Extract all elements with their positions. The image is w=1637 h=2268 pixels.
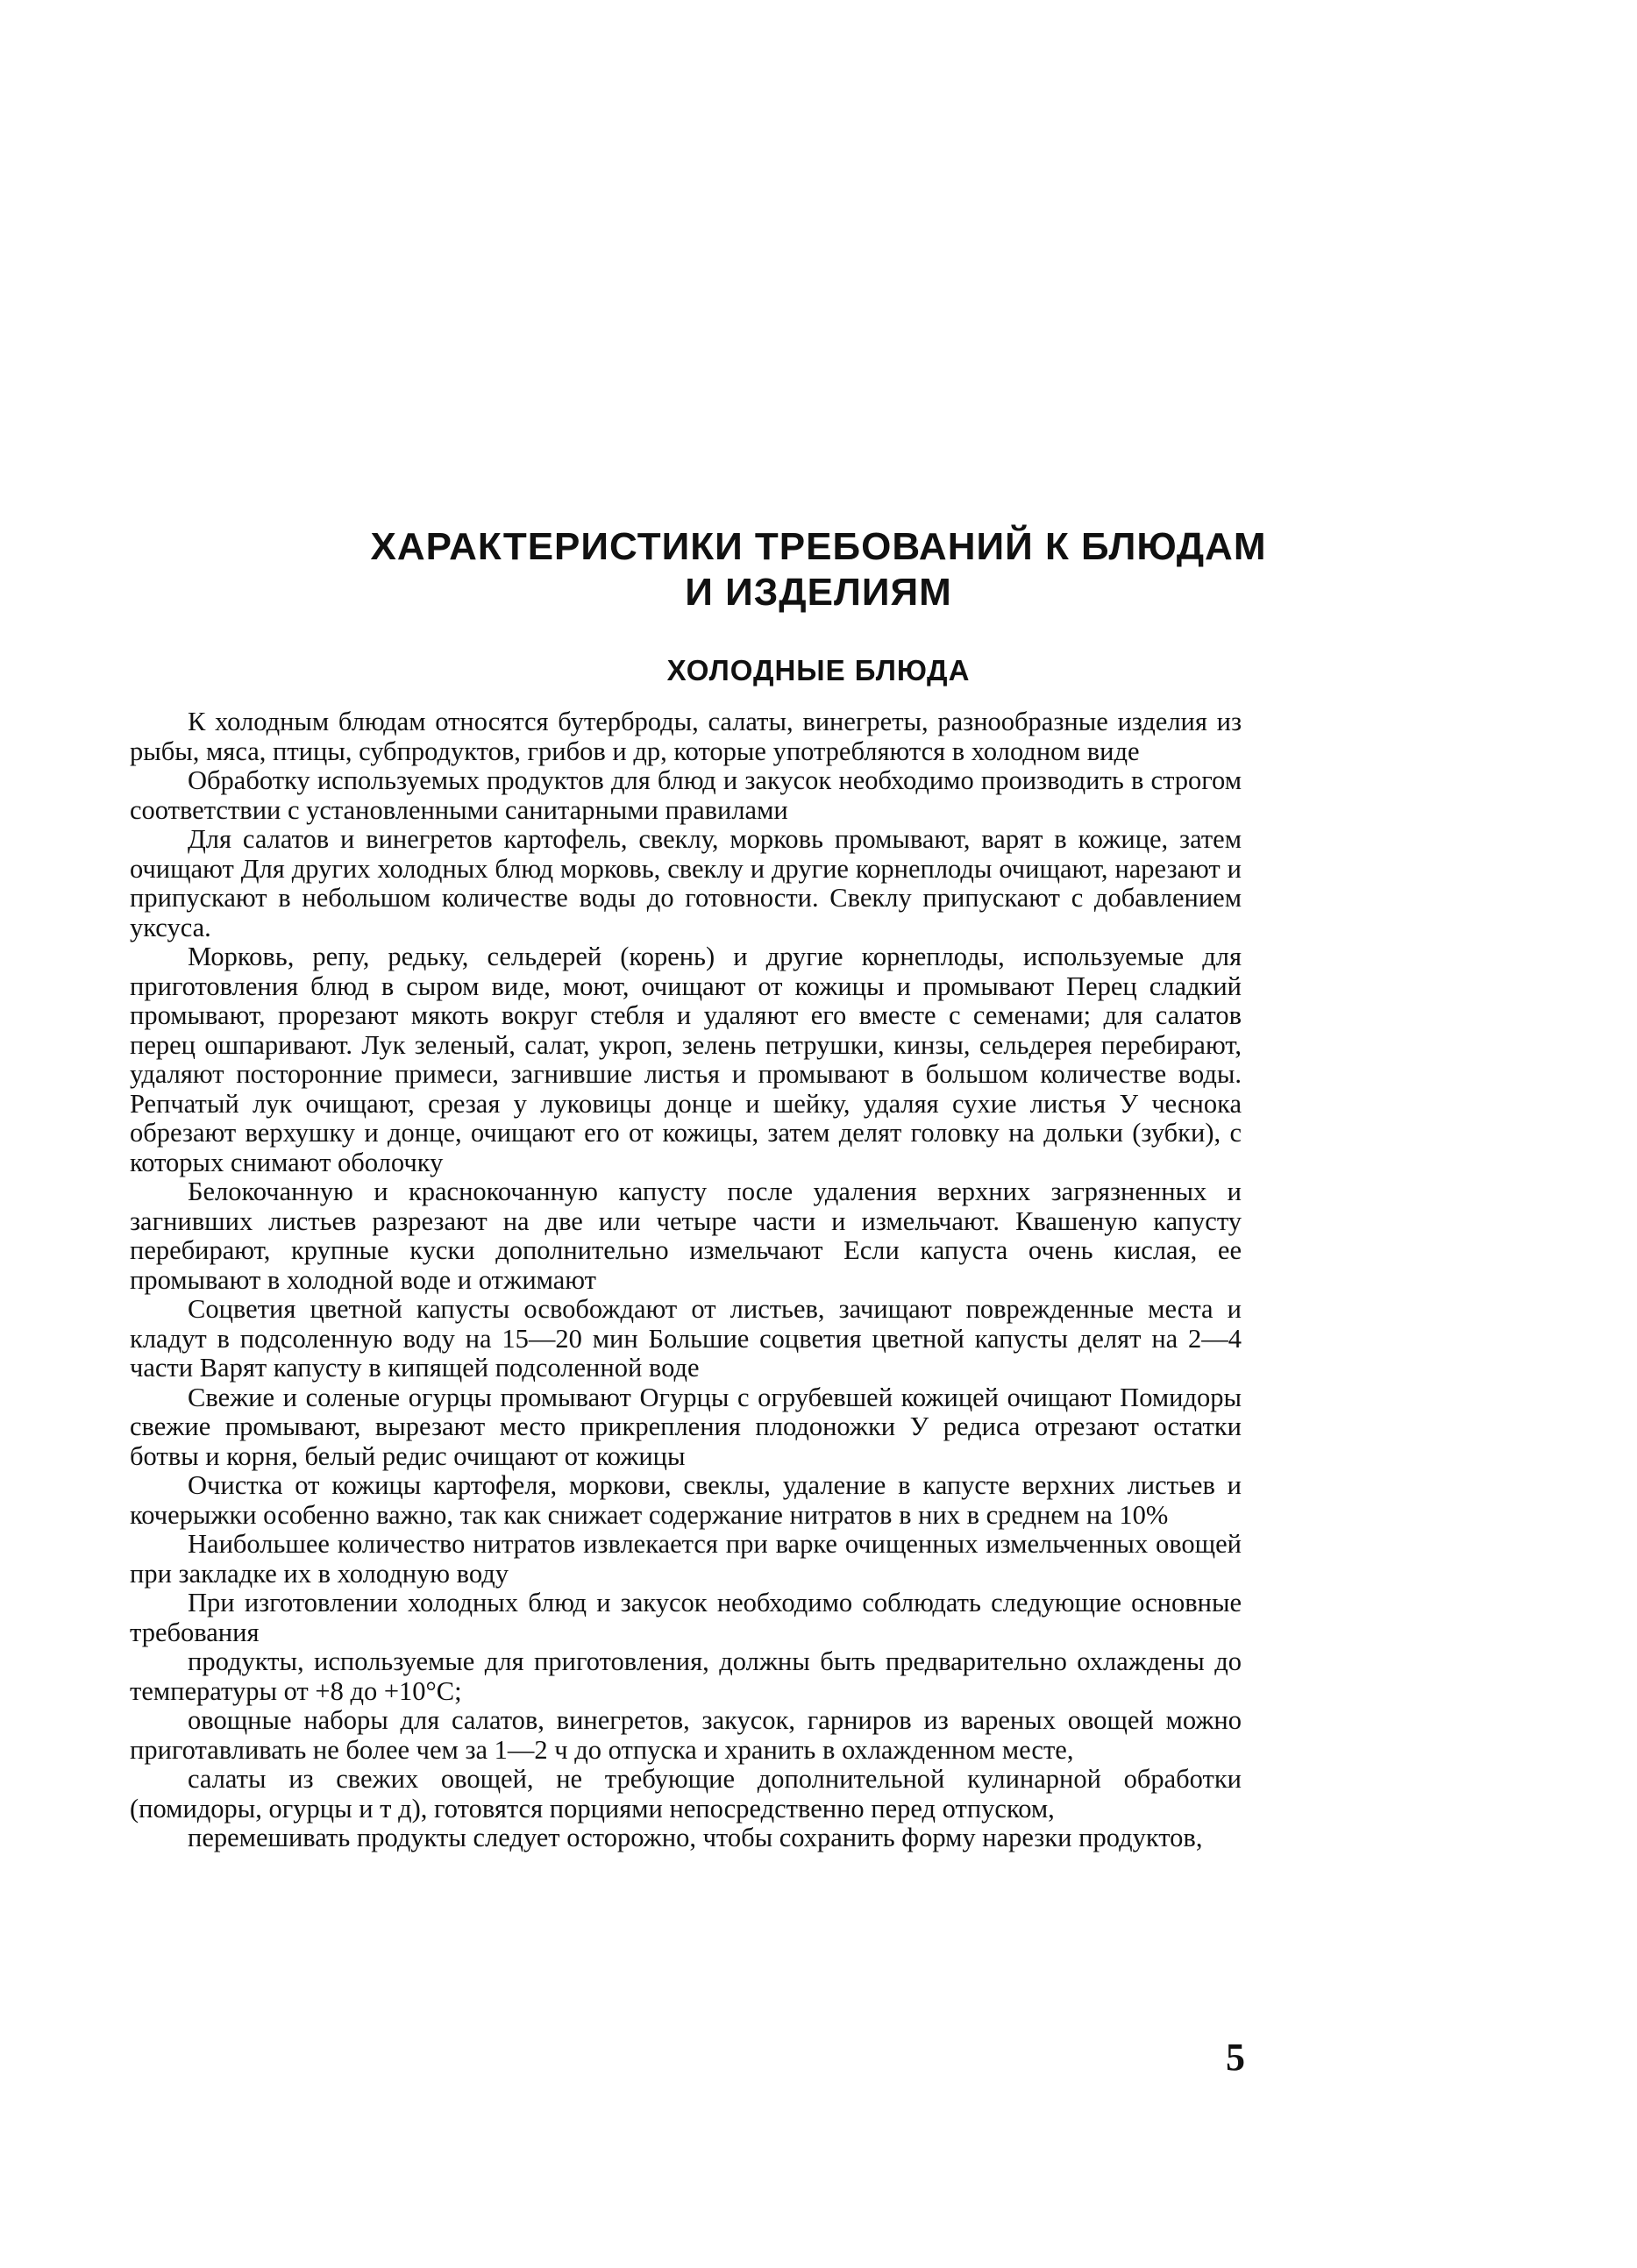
- paragraph: Соцветия цветной капусты освобождают от листьев, зачищают поврежденные места и кладут в подсоленную воду на 15—20 мин Большие соцветия цветной капусты делят на 2—4 части Варят капусту в кипящей подсоленной воде: [130, 1294, 1242, 1383]
- list-item: перемешивать продукты следует осторожно, чтобы сохранить форму нарезки продуктов,: [188, 1823, 1203, 1852]
- paragraph: Очистка от кожицы картофеля, моркови, свеклы, удаление в капусте верхних листьев и кочерыжки особенно важно, так как снижает содержание нитратов в них в среднем на 10%: [130, 1470, 1242, 1530]
- paragraph: Свежие и соленые огурцы промывают Огурцы с огрубевшей кожицей очищают Помидоры свежие промывают, вырезают место прикрепления плодоножки У редиса отрезают остатки ботвы и корня, белый редис очищают от кожицы: [130, 1382, 1242, 1471]
- body-text: [130, 707, 1242, 1853]
- paragraph: Наибольшее количество нитратов извлекается при варке очищенных измельченных овощей при закладке их в холодную воду: [130, 1529, 1242, 1589]
- paragraph: При изготовлении холодных блюд и закусок необходимо соблюдать следующие основные требования: [130, 1588, 1242, 1647]
- chapter-title-line-1: ХАРАКТЕРИСТИКИ ТРЕБОВАНИЙ К БЛЮДАМ: [370, 525, 1267, 568]
- paragraph: Для салатов и винегретов картофель, свеклу, морковь промывают, варят в кожице, затем очищают Для других холодных блюд морковь, свеклу и другие корнеплоды очищают, нарезают и припускают в небольшом количестве воды до готовности. Свеклу припускают с добавлением уксуса.: [130, 824, 1242, 942]
- chapter-title-line-2: И ИЗДЕЛИЯМ: [685, 571, 952, 614]
- paragraph: Белокочанную и краснокочанную капусту после удаления верхних загрязненных и загнивших листьев разрезают на две или четыре части и измельчают. Квашеную капусту перебирают, крупные куски дополнительно измельчают Если капуста очень кислая, ее промывают в холодной воде и отжимают: [130, 1177, 1242, 1295]
- list-item: продукты, используемые для приготовления, должны быть предварительно охлаждены до температуры от +8 до +10°С;: [130, 1646, 1242, 1706]
- section-heading: ХОЛОДНЫЕ БЛЮДА: [666, 654, 971, 686]
- page-number: 5: [1226, 2036, 1245, 2079]
- paragraph: Обработку используемых продуктов для блюд и закусок необходимо производить в строгом соответствии с установленными санитарными правилами: [130, 765, 1242, 825]
- paragraph: Морковь, репу, редьку, сельдерей (корень) и другие корнеплоды, используемые для приготовления блюд в сыром виде, моют, очищают от кожицы и промывают Перец сладкий промывают, прорезают мякоть вокруг стебля и удаляют его вместе с семенами; для салатов перец ошпаривают. Лук зеленый, салат, укроп, зелень петрушки, кинзы, сельдерея перебирают, удаляют посторонние примеси, загнившие листья и промывают в большом количестве воды. Репчатый лук очищают, срезая у луковицы донце и шейку, удаляя сухие листья У чеснока обрезают верхушку и донце, очищают его от кожицы, затем делят головку на дольки (зубки), с которых снимают оболочку: [130, 942, 1242, 1177]
- paragraph: К холодным блюдам относятся бутерброды, салаты, винегреты, разнообразные изделия из рыбы, мяса, птицы, субпродуктов, грибов и др, которые употребляются в холодном виде: [130, 707, 1242, 766]
- list-item: салаты из свежих овощей, не требующие дополнительной кулинарной обработки (помидоры, огурцы и т д), готовятся порциями непосредственно перед отпуском,: [130, 1764, 1242, 1824]
- list-item: овощные наборы для салатов, винегретов, закусок, гарниров из вареных овощей можно приготавливать не более чем за 1—2 ч до отпуска и хранить в охлажденном месте,: [130, 1705, 1242, 1765]
- chapter-title: [0, 524, 1637, 615]
